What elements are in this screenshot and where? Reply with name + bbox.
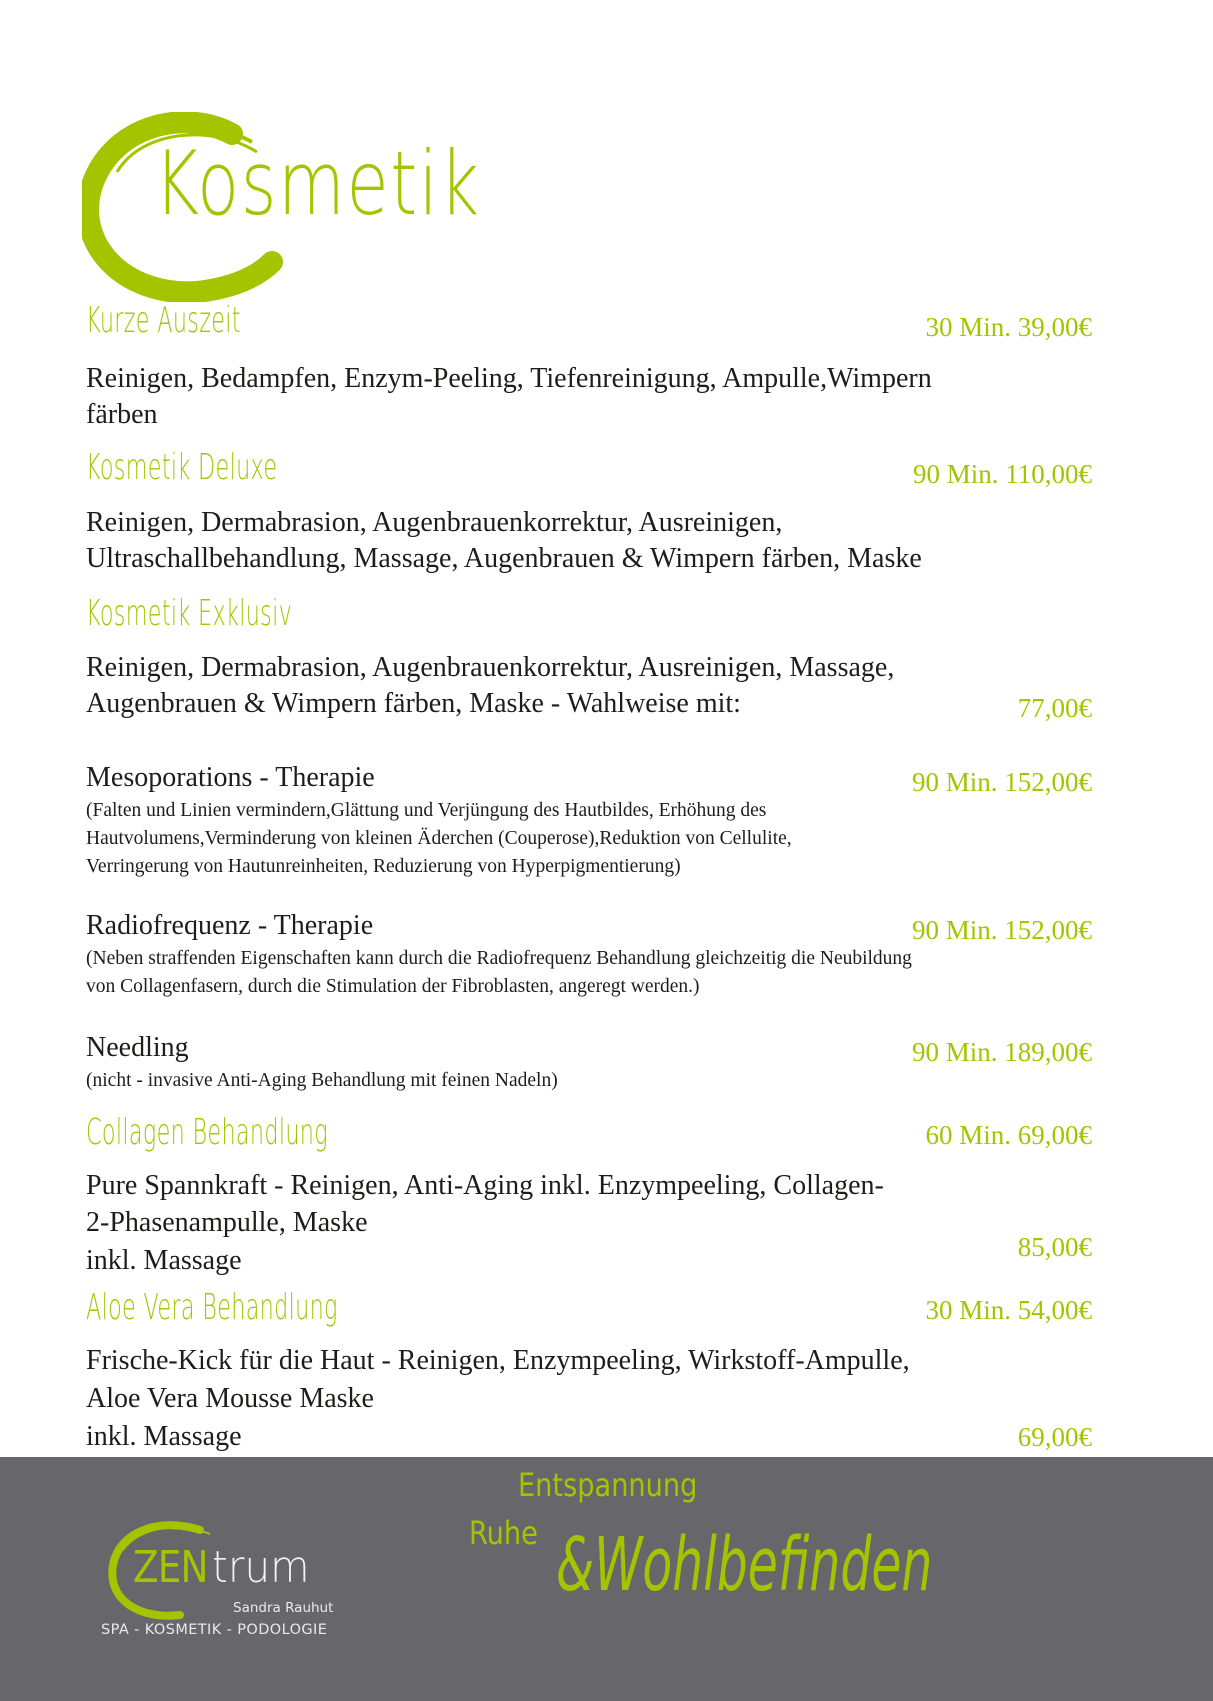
price-radiofrequenz: 90 Min. 152,00€	[911, 915, 1092, 945]
description-line: inkl. Massage	[86, 1421, 242, 1452]
price-kosmetik-exklusiv: 77,00€	[1017, 693, 1092, 723]
description-line: Augenbrauen & Wimpern färben, Maske - Wahlweise mit:	[86, 688, 741, 719]
owner-name: Sandra Rauhut	[233, 1600, 334, 1616]
price-aloe-vera-massage: 69,00€	[1017, 1422, 1092, 1452]
price-mesoporations: 90 Min. 152,00€	[911, 767, 1092, 797]
slogan-wohlbefinden: &Wohlbefinden	[556, 1522, 933, 1608]
description-line: Reinigen, Dermabrasion, Augenbrauenkorrektur, Ausreinigen,	[86, 507, 783, 538]
option-note-line: (nicht - invasive Anti-Aging Behandlung mit feinen Nadeln)	[86, 1070, 558, 1091]
kosmetik-logo	[82, 112, 481, 302]
description-line: 2-Phasenampulle, Maske	[86, 1207, 368, 1238]
description-line: Ultraschallbehandlung, Massage, Augenbrauen & Wimpern färben, Maske	[86, 543, 922, 574]
section-title-collagen: Collagen Behandlung	[86, 1112, 328, 1153]
section-title-kosmetik-deluxe: Kosmetik Deluxe	[86, 447, 278, 488]
slogan-entspannung: Entspannung	[518, 1466, 698, 1504]
description-line: Pure Spannkraft - Reinigen, Anti-Aging inkl. Enzympeeling, Collagen-	[86, 1170, 884, 1201]
option-title-radiofrequenz: Radiofrequenz - Therapie	[86, 910, 374, 941]
description-line: Aloe Vera Mousse Maske	[86, 1383, 374, 1414]
description-line: Reinigen, Bedampfen, Enzym-Peeling, Tiefenreinigung, Ampulle,Wimpern	[86, 363, 932, 394]
section-title-kosmetik-exklusiv: Kosmetik Exklusiv	[86, 593, 293, 634]
option-title-needling: Needling	[86, 1032, 189, 1063]
description-line: Frische-Kick für die Haut - Reinigen, Enzympeeling, Wirkstoff-Ampulle,	[86, 1345, 910, 1376]
tagline: SPA - KOSMETIK - PODOLOGIE	[101, 1622, 328, 1638]
logo-zen: ZEN	[133, 1542, 208, 1593]
section-title-kurze-auszeit: Kurze Auszeit	[86, 300, 241, 341]
price-collagen: 60 Min. 69,00€	[925, 1120, 1092, 1150]
slogan-ruhe: Ruhe	[469, 1514, 538, 1552]
option-title-mesoporations: Mesoporations - Therapie	[86, 762, 375, 793]
price-aloe-vera: 30 Min. 54,00€	[925, 1295, 1092, 1325]
option-note-line: Hautvolumens,Verminderung von kleinen Äderchen (Couperose),Reduktion von Cellulite,	[86, 828, 792, 849]
option-note-line: (Neben straffenden Eigenschaften kann durch die Radiofrequenz Behandlung gleichzeitig die Neubildung	[86, 948, 912, 969]
logo-trum: trum	[212, 1542, 310, 1593]
description-line: inkl. Massage	[86, 1245, 242, 1276]
option-note-line: von Collagenfasern, durch die Stimulation der Fibroblasten, angeregt werden.)	[86, 976, 700, 997]
section-title-aloe-vera: Aloe Vera Behandlung	[86, 1287, 338, 1328]
price-collagen-massage: 85,00€	[1017, 1232, 1092, 1262]
price-needling: 90 Min. 189,00€	[911, 1037, 1092, 1067]
description-line: färben	[86, 399, 158, 430]
zentrum-logo	[101, 1520, 365, 1640]
price-kosmetik-deluxe: 90 Min. 110,00€	[912, 459, 1092, 489]
page-title: Kosmetik	[154, 132, 481, 235]
description-line: Reinigen, Dermabrasion, Augenbrauenkorrektur, Ausreinigen, Massage,	[86, 652, 895, 683]
option-note-line: Verringerung von Hautunreinheiten, Reduzierung von Hyperpigmentierung)	[86, 856, 681, 877]
price-kurze-auszeit: 30 Min. 39,00€	[925, 312, 1092, 342]
option-note-line: (Falten und Linien vermindern,Glättung und Verjüngung des Hautbildes, Erhöhung des	[86, 800, 767, 821]
